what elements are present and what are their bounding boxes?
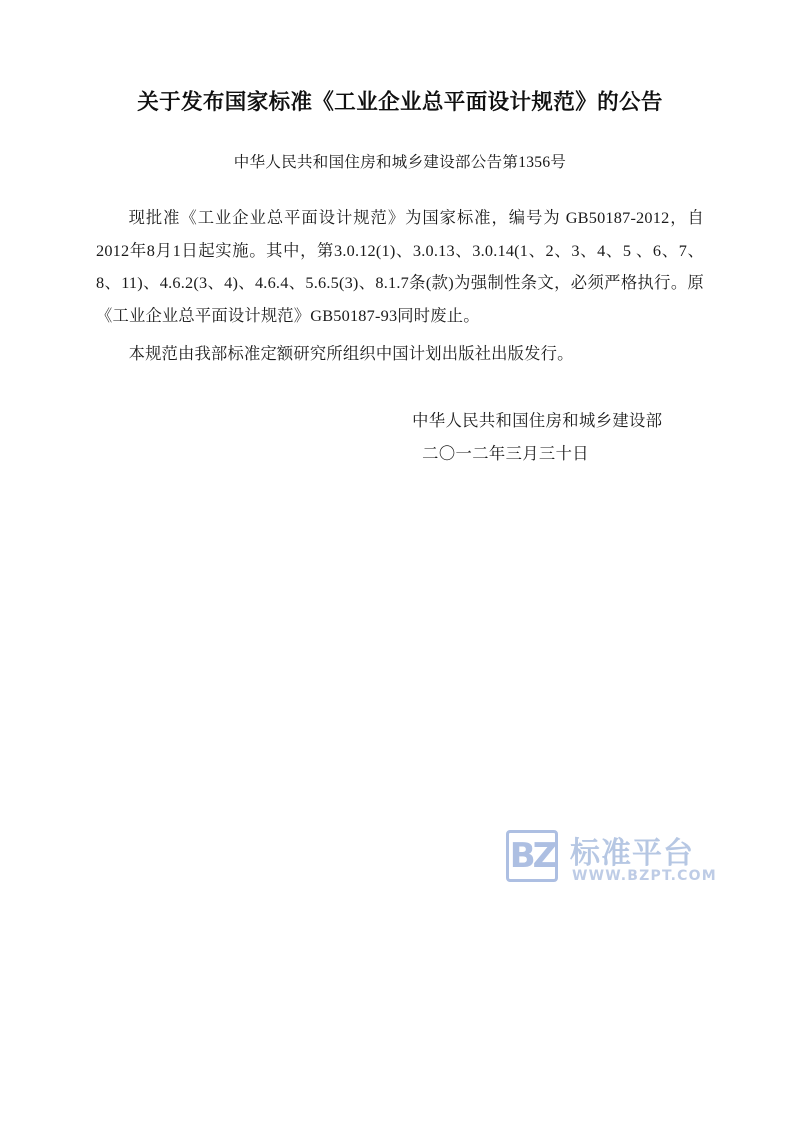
paragraph: 本规范由我部标准定额研究所组织中国计划出版社出版发行。 [128, 344, 574, 364]
page-title: 关于发布国家标准《工业企业总平面设计规范》的公告 [137, 90, 663, 115]
watermark [506, 826, 756, 906]
watermark-brand: 标准平台 [570, 836, 694, 871]
body-text [96, 202, 704, 371]
watermark-url: WWW.BZPT.COM [572, 868, 717, 884]
document-subtitle: 中华人民共和国住房和城乡建设部公告第1356号 [233, 154, 567, 172]
paragraph: 现批准《工业企业总平面设计规范》为国家标准，编号为 GB50187-2012，自2012年8月1日起实施。其中，第3.0.12(1)、3.0.13、3.0.14(1、2、3、4、5 、6、7、8、11)、4.6.2(3、4)、4.6.4、5.6.5(3)、8.1.7条(款)为强制性条文，必须严格执行。原《工业企业总平面设计规范》GB50187-93同时废止。 [96, 208, 704, 325]
signature-block [96, 405, 704, 470]
watermark-logo-icon [506, 830, 558, 882]
signature-issuer: 中华人民共和国住房和城乡建设部 [412, 411, 663, 431]
watermark-logo-letters: BZ [509, 836, 555, 876]
signature-date: 二〇一二年三月三十日 [422, 443, 589, 463]
document-content [96, 88, 704, 470]
